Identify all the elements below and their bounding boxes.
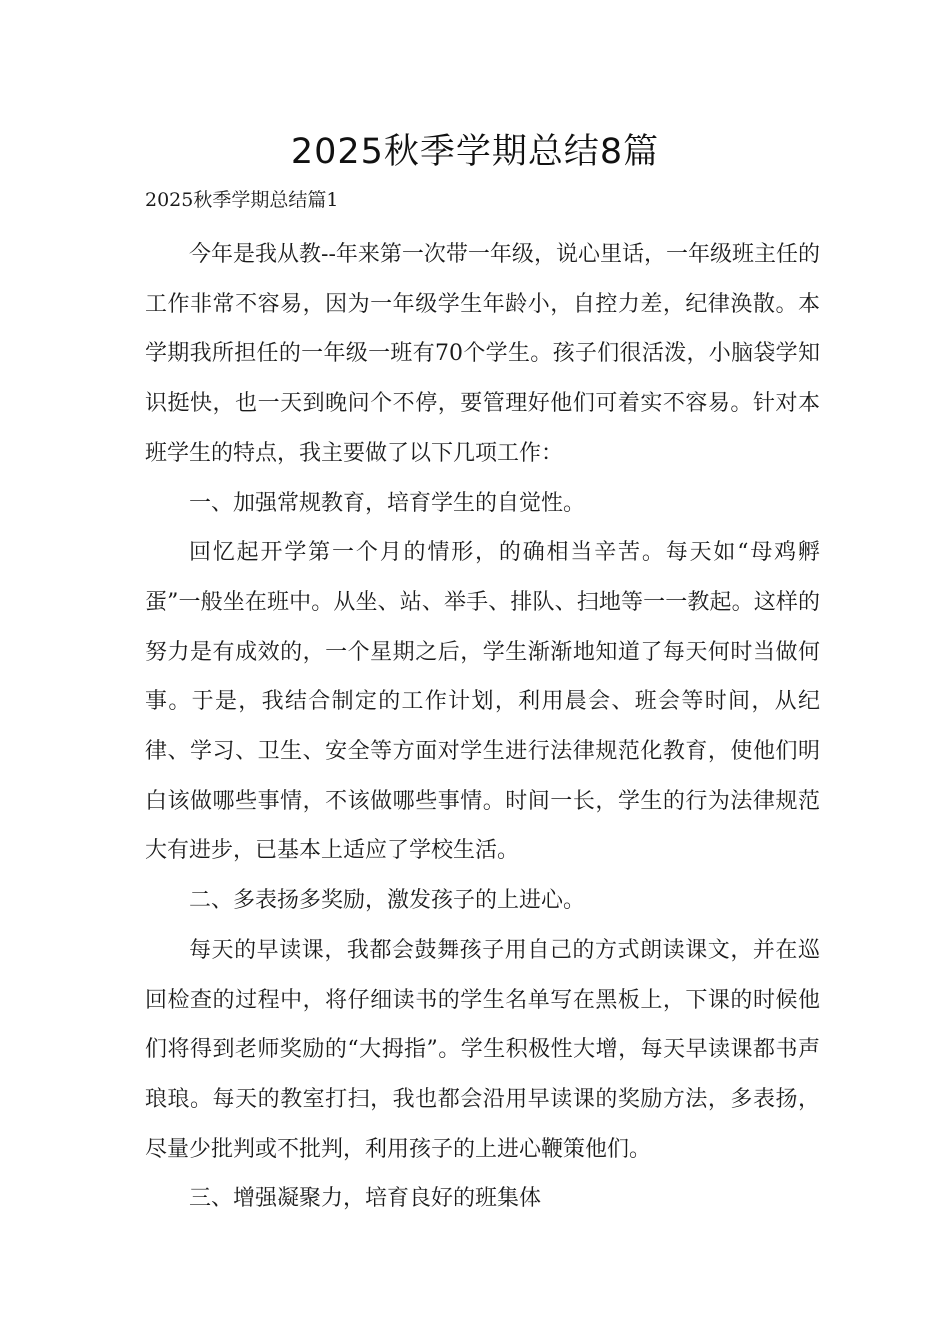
section-heading-2: 二、多表扬多奖励，激发孩子的上进心。 [189, 888, 586, 914]
section-heading-1: 一、加强常规教育，培育学生的自觉性。 [189, 490, 586, 516]
paragraph-routine-education: 回忆起开学第一个月的情形，的确相当辛苦。每天如“母鸡孵蛋”一般坐在班中。从坐、站、举手、排队、扫地等一一教起。这样的努力是有成效的，一个星期之后，学生渐渐地知道了每天何时当做何事。于是，我结合制定的工作计划，利用晨会、班会等时间，从纪律、学习、卫生、安全等方面对学生进行法律规范化教育，使他们明白该做哪些事情，不该做哪些事情。时间一长，学生的行为法律规范大有进步，已基本上适应了学校生活。 [145, 540, 820, 864]
paragraph-intro: 今年是我从教--年来第一次带一年级，说心里话，一年级班主任的工作非常不容易，因为一年级学生年龄小，自控力差，纪律涣散。本学期我所担任的一年级一班有70个学生。孩子们很活泼，小脑袋学知识挺快，也一天到晚问个不停，要管理好他们可着实不容易。针对本班学生的特点，我主要做了以下几项工作： [145, 242, 820, 466]
document-title: 2025秋季学期总结8篇 [290, 132, 660, 172]
paragraph-praise-reward: 每天的早读课，我都会鼓舞孩子用自己的方式朗读课文，并在巡回检查的过程中，将仔细读书的学生名单写在黑板上，下课的时候他们将得到老师奖励的“大拇指”。学生积极性大增，每天早读课都书声琅琅。每天的教室打扫，我也都会沿用早读课的奖励方法，多表扬，尽量少批判或不批判，利用孩子的上进心鞭策他们。 [145, 937, 820, 1162]
section-heading-3: 三、增强凝聚力，培育良好的班集体 [189, 1186, 542, 1212]
section-subtitle: 2025秋季学期总结篇1 [145, 189, 339, 211]
document-body [145, 230, 820, 1224]
